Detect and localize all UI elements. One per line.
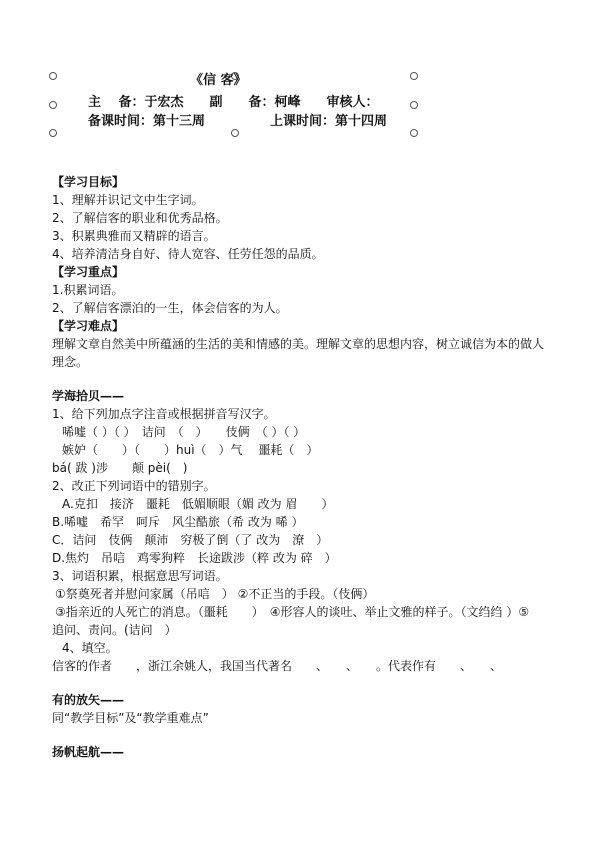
objective-item: 4、培养清洁身自好、待人宽容、任劳任怨的品质。 xyxy=(52,247,324,261)
objective-item: 3、积累典雅而又精辟的语言。 xyxy=(52,229,216,243)
objectives-heading: 【学习目标】 xyxy=(52,175,125,189)
preparer-line: 主 备：于宏杰 副 备：柯峰 审核人： xyxy=(88,95,379,110)
objective-item: 2、了解信客的职业和优秀品格。 xyxy=(52,211,228,225)
schedule-line: 备课时间：第十三周 上课时间：第十四周 xyxy=(88,114,388,129)
question-3-line: 追问、责问。(诘问 ） xyxy=(52,623,177,637)
resize-handle-bottom-middle[interactable] xyxy=(231,129,239,137)
question-3-line: ①祭奠死者并慰问家属（吊唁 ） ②不正当的手段。（伎俩） xyxy=(55,587,375,601)
question-4: 4、填空。 xyxy=(62,641,118,655)
difficulties-text: 理解文章自然美中所蕴涵的生活的美和情感的美。理解文章的思想内容，树立诚信为本的做人 xyxy=(52,337,545,351)
resize-handle-middle-left[interactable] xyxy=(49,101,57,109)
resize-handle-top-right[interactable] xyxy=(410,72,418,80)
question-3: 3、词语积累，根据意思写词语。 xyxy=(52,569,228,583)
question-2-option: C．诘问 伎俩 颠沛 穷极了倒（了 改为 潦 ） xyxy=(52,533,329,547)
question-2-option: B.唏嘘 希罕 呵斥 风尘酷旅（希 改为 唏 ） xyxy=(52,515,304,529)
question-4-line: 信客的作者 ，浙江余姚人，我国当代著名 、 、 。代表作有 、 、 xyxy=(52,659,503,673)
lesson-title: 《信 客》 xyxy=(190,73,247,88)
objective-item: 1、理解并识记文中生字词。 xyxy=(52,193,204,207)
difficulties-heading: 【学习难点】 xyxy=(52,319,125,333)
question-2-option: D.焦灼 吊唁 鸡零狗粹 长途跋涉（粹 改为 碎 ） xyxy=(52,551,337,565)
setsail-heading: 扬帆起航—— xyxy=(52,745,125,759)
targeted-heading: 有的放矢—— xyxy=(52,693,125,707)
question-2: 2、改正下列词语中的错别字。 xyxy=(52,479,216,493)
resize-handle-middle-right[interactable] xyxy=(410,101,418,109)
key-point-item: 2、了解信客漂泊的一生，体会信客的为人。 xyxy=(52,301,288,315)
difficulties-text: 理念。 xyxy=(52,355,89,369)
question-3-line: ③指亲近的人死亡的消息。（噩耗 ） ④形容人的谈吐、举止文雅的样子。（文绉绉 ）⑤ xyxy=(55,605,530,619)
question-1-row: bá( 跋 )涉 颠 pèi( ) xyxy=(52,461,188,475)
key-points-heading: 【学习重点】 xyxy=(52,265,125,279)
practice-heading: 学海拾贝—— xyxy=(52,389,125,403)
resize-handle-top-left[interactable] xyxy=(49,72,57,80)
question-2-option: A.克扣 接济 噩耗 低媚顺眼（媚 改为 眉 ） xyxy=(62,497,334,511)
key-point-item: 1.积累词语。 xyxy=(52,283,124,297)
targeted-text: 同“教学目标”及“教学重难点” xyxy=(52,711,209,725)
question-1: 1、给下列加点字注音或根据拼音写汉字。 xyxy=(52,407,276,421)
question-1-row: 唏嘘（ ）（ ） 诘问 （ ） 伎俩 （ ）（ ） xyxy=(62,425,306,439)
resize-handle-bottom-left[interactable] xyxy=(49,129,57,137)
resize-handle-bottom-right[interactable] xyxy=(410,129,418,137)
question-1-row: 嫉妒（ ）（ ）huì（ ）气 噩耗（ ） xyxy=(62,443,319,457)
